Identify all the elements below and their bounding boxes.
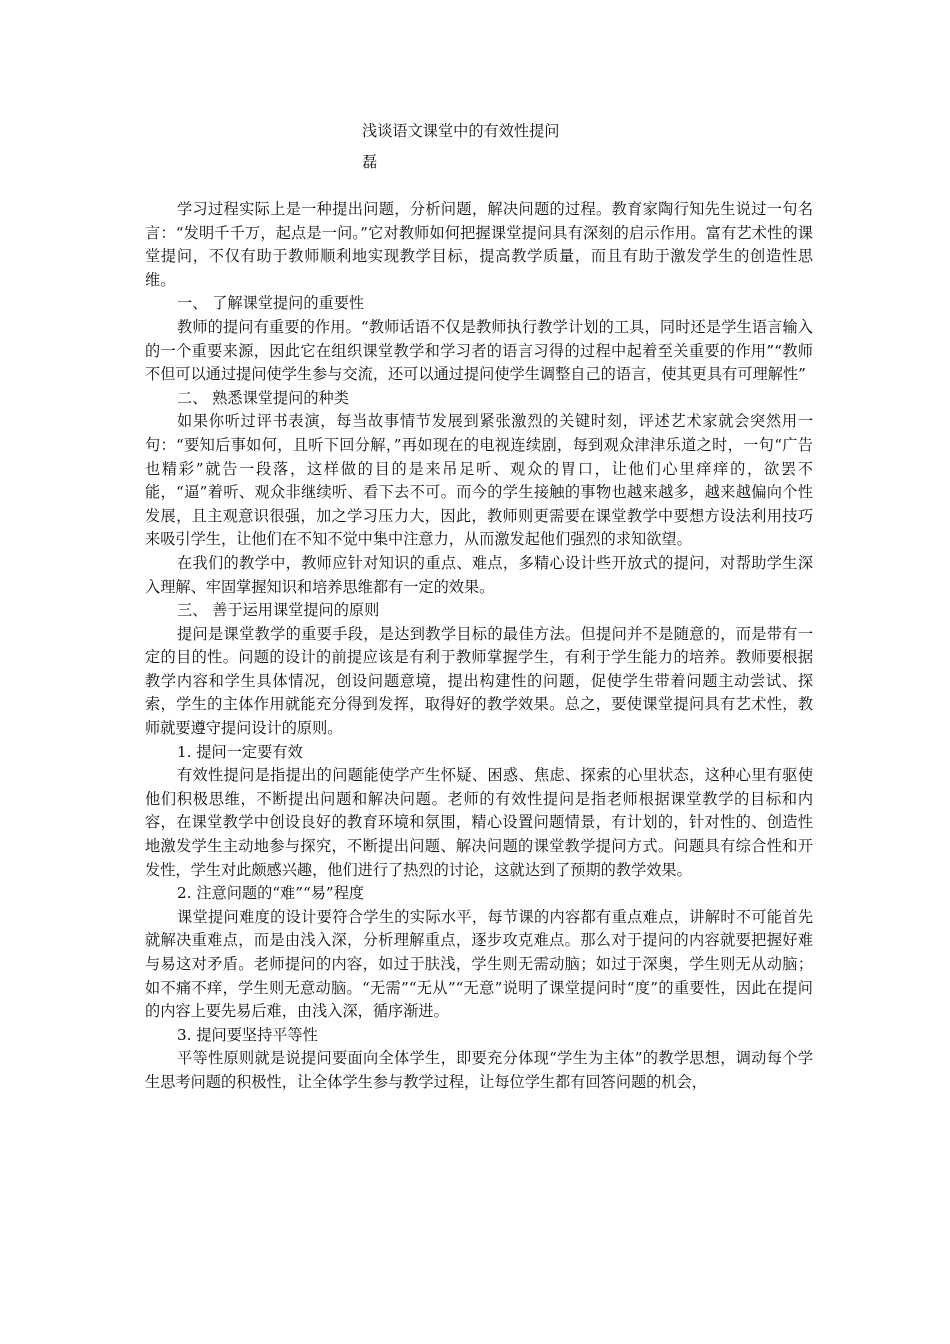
- paragraph-open-questions: 在我们的教学中，教师应针对知识的重点、难点，多精心设计些开放式的提问，对帮助学生深入理解、牢固掌握知识和培养思维都有一定的效果。: [145, 553, 813, 596]
- paragraph-difficulty: 课堂提问难度的设计要符合学生的实际水平，每节课的内容都有重点难点，讲解时不可能首先就解决重难点，而是由浅入深，分析理解重点，逐步攻克难点。那么对于提问的内容就要把握好难与易这对矛盾。老师提问的内容，如过于肤浅，学生则无需动脑；如过于深奥，学生则无从动脑；如不痛不痒，学生则无意动脑。“无需”“无从”“无意”说明了课堂提问时“度”的重要性，因此在提问的内容上要先易后难，由浅入深，循序渐进。: [145, 907, 813, 1021]
- paragraph-principles: 提问是课堂教学的重要手段，是达到教学目标的最佳方法。但提问并不是随意的，而是带有一定的目的性。问题的设计的前提应该是有利于教师掌握学生，有利于学生能力的培养。教师要根据教学内容和学生具体情况，创设问题意境，提出构建性的问题，促使学生带着问题主动尝试、探索，学生的主体作用就能充分得到发挥，取得好的教学效果。总之，要使课堂提问具有艺术性，教师就要遵守提问设计的原则。: [145, 624, 813, 738]
- subheading-equality: 3. 提问要坚持平等性: [177, 1025, 318, 1044]
- section-heading-3: 三、 善于运用课堂提问的原则: [177, 601, 380, 620]
- section-heading-1: 一、 了解课堂提问的重要性: [177, 294, 365, 313]
- paragraph-types: 如果你听过评书表演，每当故事情节发展到紧张激烈的关键时刻，评述艺术家就会突然用一句：“要知后事如何，且听下回分解，”再如现在的电视连续剧，每到观众津津乐道之时，一句“广告也精彩”就告一段落，这样做的目的是来吊足听、观众的胃口，让他们心里痒痒的，欲罢不能，“逼”着听、观众非继续听、看下去不可。而今的学生接触的事物也越来越多，越来越偏向个性发展，且主观意识很强，加之学习压力大，因此，教师则更需要在课堂教学中要想方设法利用技巧来吸引学生，让他们在不知不觉中集中注意力，从而激发起他们强烈的求知欲望。: [145, 412, 813, 549]
- subheading-effective: 1. 提问一定要有效: [177, 742, 303, 761]
- document-title: 浅谈语文课堂中的有效性提问: [362, 122, 560, 140]
- paragraph-intro: 学习过程实际上是一种提出问题，分析问题，解决问题的过程。教育家陶行知先生说过一句名言：“发明千千万，起点是一问。”它对教师如何把握课堂提问具有深刻的启示作用。富有艺术性的课堂提问，不仅有助于教师顺利地实现教学目标，提高教学质量，而且有助于激发学生的创造性思维。: [145, 200, 813, 289]
- document-author: 磊: [362, 153, 378, 171]
- subheading-difficulty: 2. 注意问题的“难”“易”程度: [177, 884, 365, 903]
- paragraph-equality: 平等性原则就是说提问要面向全体学生，即要充分体现“学生为主体”的教学思想，调动每个学生思考问题的积极性，让全体学生参与教学过程，让每位学生都有回答问题的机会，: [145, 1049, 813, 1091]
- paragraph-importance: 教师的提问有重要的作用。“教师话语不仅是教师执行教学计划的工具，同时还是学生语言输入的一个重要来源，因此它在组织课堂教学和学习者的语言习得的过程中起着至关重要的作用”“教师不但可以通过提问使学生参与交流，还可以通过提问使学生调整自己的语言，使其更具有可理解性”: [145, 317, 813, 384]
- document-body: [145, 198, 813, 1095]
- paragraph-effective: 有效性提问是指提出的问题能使学产生怀疑、困惑、焦虑、探索的心里状态，这种心里有驱使他们积极思维，不断提出问题和解决问题。老师的有效性提问是指老师根据课堂教学的目标和内容，在课堂教学中创设良好的教育环境和氛围，精心设置问题情景，有计划的，针对性的、创造性地激发学生主动地参与探究，不断提出问题、解决问题的课堂教学提问方式。问题具有综合性和开发性，学生对此颇感兴趣，他们进行了热烈的讨论，这就达到了预期的教学效果。: [145, 766, 813, 879]
- section-heading-2: 二、 熟悉课堂提问的种类: [177, 388, 349, 407]
